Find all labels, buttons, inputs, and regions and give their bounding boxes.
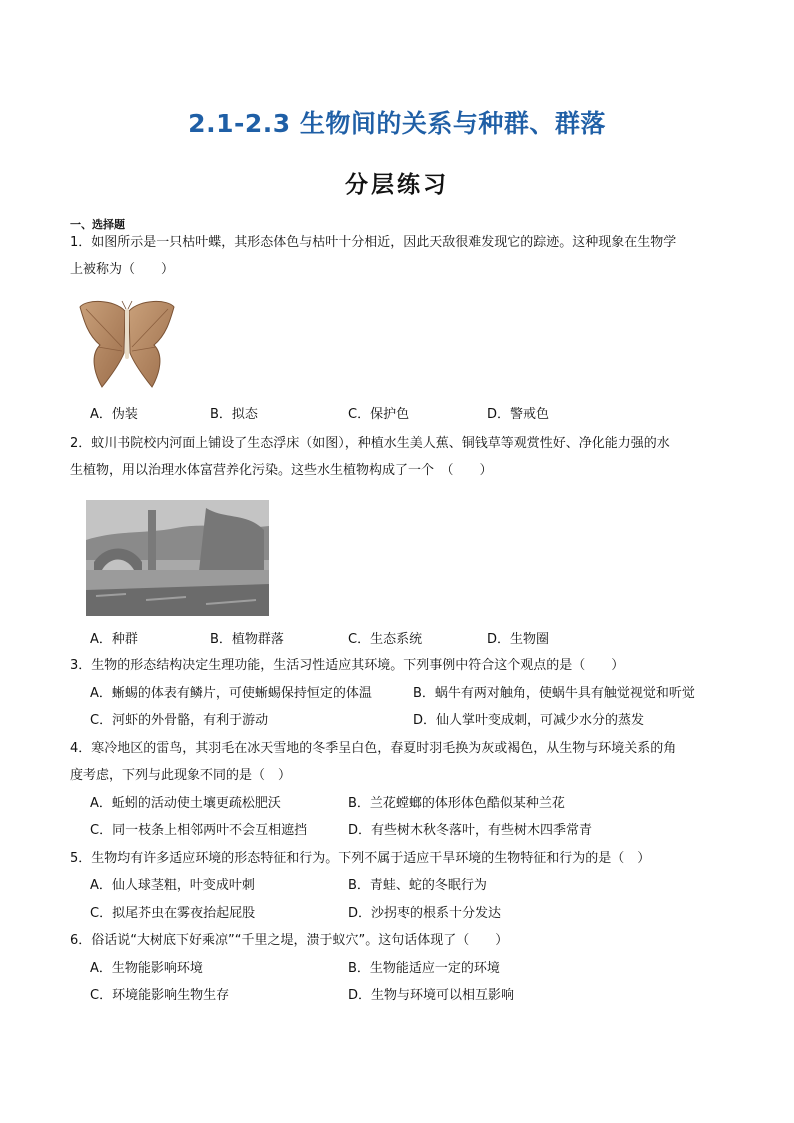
question-1-option-c: C．保护色 bbox=[348, 407, 410, 422]
question-6-option-d: D．生物与环境可以相互影响 bbox=[348, 988, 515, 1003]
question-2-line-1: 2．蚊川书院校内河面上铺设了生态浮床（如图），种植水生美人蕉、铜钱草等观赏性好、净化能力强的水 bbox=[70, 436, 670, 451]
question-1-line-1: 1．如图所示是一只枯叶蝶，其形态体色与枯叶十分相近，因此天敌很难发现它的踪迹。这种现象在生物学 bbox=[70, 235, 677, 250]
question-5-option-c: C．拟尾芥虫在雾夜抬起屁股 bbox=[90, 906, 256, 921]
question-2-line-2: 生植物，用以治理水体富营养化污染。这些水生植物构成了一个 （ ） bbox=[70, 463, 493, 478]
question-3-option-a: A．蜥蜴的体表有鳞片，可使蜥蜴保持恒定的体温 bbox=[90, 686, 372, 701]
page-title: 2.1-2.3 生物间的关系与种群、群落 bbox=[188, 109, 606, 138]
butterfly-image bbox=[76, 297, 178, 389]
floating-bed-photo bbox=[86, 500, 269, 616]
question-4-option-d: D．有些树木秋冬落叶，有些树木四季常青 bbox=[348, 823, 593, 838]
question-4-option-a: A．蚯蚓的活动使土壤更疏松肥沃 bbox=[90, 796, 281, 811]
question-2-option-a: A．种群 bbox=[90, 632, 138, 647]
question-4-option-b: B．兰花螳螂的体形体色酷似某种兰花 bbox=[348, 796, 565, 811]
question-6-option-c: C．环境能影响生物生存 bbox=[90, 988, 230, 1003]
question-3-option-b: B．蜗牛有两对触角，使蜗牛具有触觉视觉和听觉 bbox=[413, 686, 695, 701]
question-1-option-b: B．拟态 bbox=[210, 407, 258, 422]
question-2-option-c: C．生态系统 bbox=[348, 632, 423, 647]
question-6-option-a: A．生物能影响环境 bbox=[90, 961, 203, 976]
question-3-line-1: 3．生物的形态结构决定生理功能，生活习性适应其环境。下列事例中符合这个观点的是（ ） bbox=[70, 658, 625, 673]
question-5-line-1: 5．生物均有许多适应环境的形态特征和行为。下列不属于适应干旱环境的生物特征和行为的是（ ） bbox=[70, 851, 651, 866]
question-4-line-2: 度考虑，下列与此现象不同的是（ ） bbox=[70, 768, 292, 783]
question-4-line-1: 4．寒冷地区的雷鸟，其羽毛在冰天雪地的冬季呈白色，春夏时羽毛换为灰或褐色，从生物与环境关系的角 bbox=[70, 741, 677, 756]
question-5-option-d: D．沙拐枣的根系十分发达 bbox=[348, 906, 502, 921]
question-1-option-d: D．警戒色 bbox=[487, 407, 550, 422]
question-6-line-1: 6．俗话说“大树底下好乘凉”“千里之堤，溃于蚁穴”。这句话体现了（ ） bbox=[70, 933, 509, 948]
question-5-option-a: A．仙人球茎粗，叶变成叶刺 bbox=[90, 878, 255, 893]
question-2-option-b: B．植物群落 bbox=[210, 632, 284, 647]
page-subtitle: 分层练习 bbox=[345, 172, 449, 198]
question-6-option-b: B．生物能适应一定的环境 bbox=[348, 961, 500, 976]
question-4-option-c: C．同一枝条上相邻两叶不会互相遮挡 bbox=[90, 823, 308, 838]
question-2-option-d: D．生物圈 bbox=[487, 632, 550, 647]
question-5-option-b: B．青蛙、蛇的冬眠行为 bbox=[348, 878, 487, 893]
question-3-option-d: D．仙人掌叶变成刺，可减少水分的蒸发 bbox=[413, 713, 645, 728]
question-1-option-a: A．伪装 bbox=[90, 407, 138, 422]
question-1-line-2: 上被称为（ ） bbox=[70, 262, 175, 277]
section-heading: 一、选择题 bbox=[70, 218, 125, 231]
question-3-option-c: C．河虾的外骨骼，有利于游动 bbox=[90, 713, 269, 728]
